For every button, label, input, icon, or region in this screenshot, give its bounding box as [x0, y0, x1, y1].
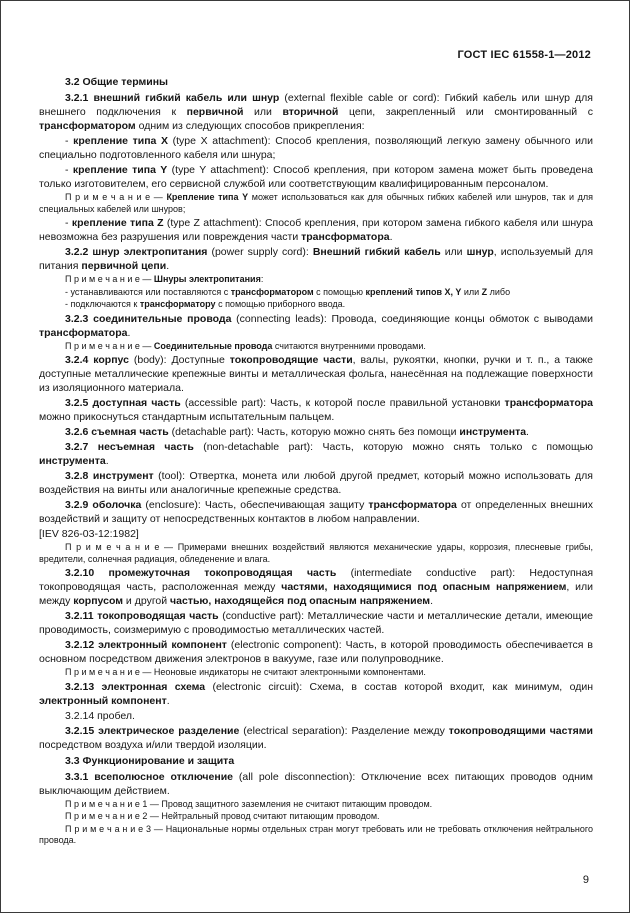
bold-text-run: трансформатора [301, 231, 390, 243]
bold-text-run: инструмента [459, 426, 527, 438]
bold-text-run: 3.2.5 доступная часть [65, 397, 181, 409]
text-run: . [105, 455, 109, 467]
paragraph-note [39, 287, 593, 299]
text-run: . [127, 326, 131, 339]
text-run: считаются внутренними проводами. [272, 340, 426, 351]
bold-text-run: инструмента [39, 455, 106, 467]
paragraph-body [39, 609, 593, 637]
text-run: , валы, рукоятки, кнопки, ручки и т. п., а также доступные металлические крепежные винты и металлическая фольга, нанесённая на подлежащие поверхности из изоляционного материала. [39, 354, 593, 394]
text-run: П р и м е ч а н и е — Примерами внешних воздействий являются механические удары, коррозия, плесневые грибы, вредители, солнечная радиация, обледенение и влага. [39, 542, 593, 564]
document-code: ГОСТ IEC 61558-1—2012 [457, 49, 591, 61]
text-run: - подключаются к [65, 299, 140, 309]
text-run: (connecting leads): Провода, соединяющие концы обмоток с выводами [231, 312, 593, 325]
text-run: от определенных внешних воздействий и защиту от непосредственных контактов в любом направлении. [39, 499, 593, 525]
paragraph-body [39, 216, 593, 244]
bold-text-run: 3.2.6 съемная часть [65, 426, 169, 438]
bold-text-run: 3.2.2 шнур электропитания [65, 246, 208, 258]
text-run: или [461, 286, 482, 297]
bold-text-run: электронный компонент [39, 694, 167, 707]
bold-text-run: 3.2.10 промежуточная токопроводящая часть [65, 567, 337, 579]
paragraph-note [39, 824, 593, 847]
text-run: (electronic circuit): Схема, в состав которой входит, как минимум, один [205, 680, 593, 693]
paragraph-body [39, 680, 593, 708]
paragraph-note [39, 299, 593, 311]
paragraph-note [39, 811, 593, 823]
text-run: (electrical separation): Разделение между [239, 724, 449, 737]
paragraph-body [39, 440, 593, 468]
paragraph-body [39, 469, 593, 497]
bold-text-run: трансформатора [368, 499, 457, 511]
bold-text-run: 3.2 Общие термины [65, 76, 169, 88]
paragraph-body [39, 566, 593, 608]
text-run: П р и м е ч а н и е 3 — Национальные нормы отдельных стран могут требовать или не требовать отключения нейтрального провода. [39, 823, 593, 845]
bold-text-run: первичной [186, 106, 244, 118]
bold-text-run: 3.2.12 электронный компонент [65, 639, 227, 651]
paragraph-heading [39, 75, 593, 89]
paragraph-body [39, 134, 593, 162]
text-run: . [526, 426, 529, 438]
text-run: (conductive part): Металлические части и металлические детали, имеющие проводимость, соизмеримую с проводимостью металлических частей. [39, 610, 593, 636]
text-run: или [440, 246, 467, 258]
bold-text-run: частями, находящимися под опасным напряжением [281, 581, 567, 593]
bold-text-run: Z [481, 286, 488, 297]
text-run: (accessible part): Часть, к которой после правильной установки [180, 397, 505, 409]
text-run: П р и м е ч а н и е 2 — Нейтральный провод считают питающим проводом. [65, 811, 380, 821]
text-run: - [65, 135, 74, 147]
document-content [39, 73, 593, 848]
bold-text-run: крепление типа Z [71, 217, 164, 229]
bold-text-run: крепление типа X [73, 135, 169, 147]
paragraph-body [39, 91, 593, 133]
text-run: П р и м е ч а н и е — [65, 192, 167, 202]
paragraph-body [39, 770, 593, 798]
paragraph-note [39, 274, 593, 286]
text-run: (type X attachment): Способ крепления, позволяющий легкую замену обычного или специально подготовленного кабеля или шнура; [39, 135, 593, 161]
text-run: (detachable part): Часть, которую можно снять без помощи [168, 426, 460, 438]
text-run: . [166, 694, 170, 707]
bold-text-run: трансформатором [39, 120, 136, 132]
text-run: с помощью приборного ввода. [215, 299, 346, 309]
bold-text-run: Шнуры электропитания [153, 274, 261, 284]
text-run: с помощью [313, 286, 366, 297]
paragraph-note [39, 192, 593, 215]
text-run: (type Y attachment): Способ крепления, при котором замена может быть проведена только изготовителем, его сервисной службой или соответствующим квалифицированным персоналом. [39, 164, 593, 190]
text-run: . [430, 595, 433, 607]
bold-text-run: 3.2.1 внешний гибкий кабель или шнур [65, 92, 280, 104]
text-run: либо [487, 286, 511, 297]
bold-text-run: 3.3 Функционирование и защита [65, 754, 235, 767]
text-run: П р и м е ч а н и е — [65, 274, 154, 284]
bold-text-run: 3.2.15 электрическое разделение [65, 724, 240, 737]
text-run: . [166, 260, 170, 272]
bold-text-run: корпусом [73, 595, 124, 607]
bold-text-run: трансформатору [139, 299, 216, 309]
text-run: (power supply cord): [207, 246, 313, 258]
bold-text-run: первичной цепи [81, 260, 167, 272]
text-run: одним из следующих способов прикрепления: [135, 120, 365, 132]
bold-text-run: Крепление типа Y [166, 192, 249, 202]
text-run: П р и м е ч а н и е 1 — Провод защитного заземления не считают питающим проводом. [65, 798, 433, 809]
paragraph-body [39, 425, 593, 439]
bold-text-run: 3.3.1 всеполюсное отключение [65, 770, 233, 783]
text-run: и другой [123, 595, 171, 607]
text-run: - [65, 164, 73, 176]
text-run: (type Z attachment): Способ крепления, при котором замена гибкого кабеля или шнура невозможна без разрушения или повреждения части [39, 217, 593, 243]
bold-text-run: трансформатора [504, 397, 594, 409]
bold-text-run: Внешний гибкий кабель [312, 246, 441, 258]
page-number: 9 [582, 874, 589, 886]
bold-text-run: вторичной [282, 106, 339, 118]
bold-text-run: шнур [466, 246, 494, 258]
text-run: . [389, 231, 393, 243]
bold-text-run: 3.2.7 несъемная часть [65, 441, 194, 453]
page-header [457, 49, 591, 61]
paragraph-body [39, 724, 593, 752]
bold-text-run: 3.2.11 токопроводящая часть [65, 610, 219, 622]
text-run: можно прикоснуться стандартным испытательным пальцем. [39, 411, 335, 423]
bold-text-run: крепление типа Y [72, 164, 168, 176]
text-run: П р и м е ч а н и е — Неоновые индикаторы не считают электронными компонентами. [65, 667, 426, 677]
bold-text-run: 3.2.9 оболочка [65, 499, 142, 511]
page-footer [583, 874, 589, 886]
text-run: 3.2.14 пробел. [65, 709, 135, 722]
bold-text-run: креплений типов X, Y [365, 286, 462, 297]
paragraph-body [39, 245, 593, 273]
paragraph-body [39, 353, 593, 395]
bold-text-run: частью, находящейся под опасным напряжением [170, 595, 431, 607]
text-run: (external flexible cable or cord): Гибкий кабель или шнур для внешнего подключения к [39, 92, 593, 118]
bold-text-run: токопроводящие части [229, 354, 353, 366]
text-run: или [243, 106, 283, 118]
text-run: цепи, закрепленный или смонтированный с [338, 106, 593, 118]
bold-text-run: 3.2.4 корпус [65, 354, 129, 366]
bold-text-run: 3.2.13 электронная схема [65, 680, 206, 693]
bold-text-run: трансформатора [39, 326, 128, 339]
paragraph-plain [39, 527, 593, 541]
text-run: (all pole disconnection): Отключение всех питающих проводов одним выключающим действием. [39, 770, 594, 797]
text-run: (intermediate conductive part): Недоступная токопроводящая часть, расположенная между [39, 567, 594, 593]
paragraph-body [39, 163, 593, 191]
paragraph-body [39, 638, 593, 666]
bold-text-run: трансформатором [230, 286, 314, 297]
text-run: (electronic component): Часть, в которой проводимость обеспечивается в основном посредством движения электронов в вакууме, газе или полупроводнике. [39, 639, 593, 665]
text-run: - устанавливаются или поставляются с [65, 286, 231, 297]
bold-text-run: токопроводящими частями [448, 724, 593, 737]
text-run: (enclosure): Часть, обеспечивающая защиту [141, 499, 369, 511]
paragraph-note [39, 667, 593, 679]
text-run: П р и м е ч а н и е — [65, 340, 154, 351]
paragraph-body [39, 396, 593, 424]
bold-text-run: Соединительные провода [153, 340, 273, 351]
text-run: (body): Доступные [128, 354, 230, 366]
paragraph-note [39, 341, 593, 353]
text-run: , используемый для питания [39, 246, 593, 272]
text-run: может использоваться как для обычных гибких кабелей или шнуров, так и для специальных кабелей или шнуров; [39, 192, 593, 214]
text-run: [IEV 826-03-12:1982] [39, 528, 139, 540]
bold-text-run: 3.2.8 инструмент [65, 470, 154, 482]
paragraph-body [39, 709, 593, 723]
paragraph-body [39, 312, 593, 340]
text-run: (tool): Отвертка, монета или любой другой предмет, который можно использовать для воздействия на винты или аналогичные крепежные средства. [39, 470, 593, 496]
paragraph-heading [39, 754, 593, 768]
text-run: : [260, 274, 264, 284]
paragraph-note [39, 799, 593, 811]
text-run: , или между [39, 581, 593, 607]
text-run: посредством воздуха и/или твердой изоляции. [39, 738, 267, 751]
bold-text-run: 3.2.3 соединительные провода [65, 312, 232, 325]
paragraph-note [39, 542, 593, 565]
paragraph-body [39, 498, 593, 526]
text-run: (non-detachable part): Часть, которую можно снять только с помощью [193, 441, 593, 453]
text-run: - [65, 217, 72, 229]
